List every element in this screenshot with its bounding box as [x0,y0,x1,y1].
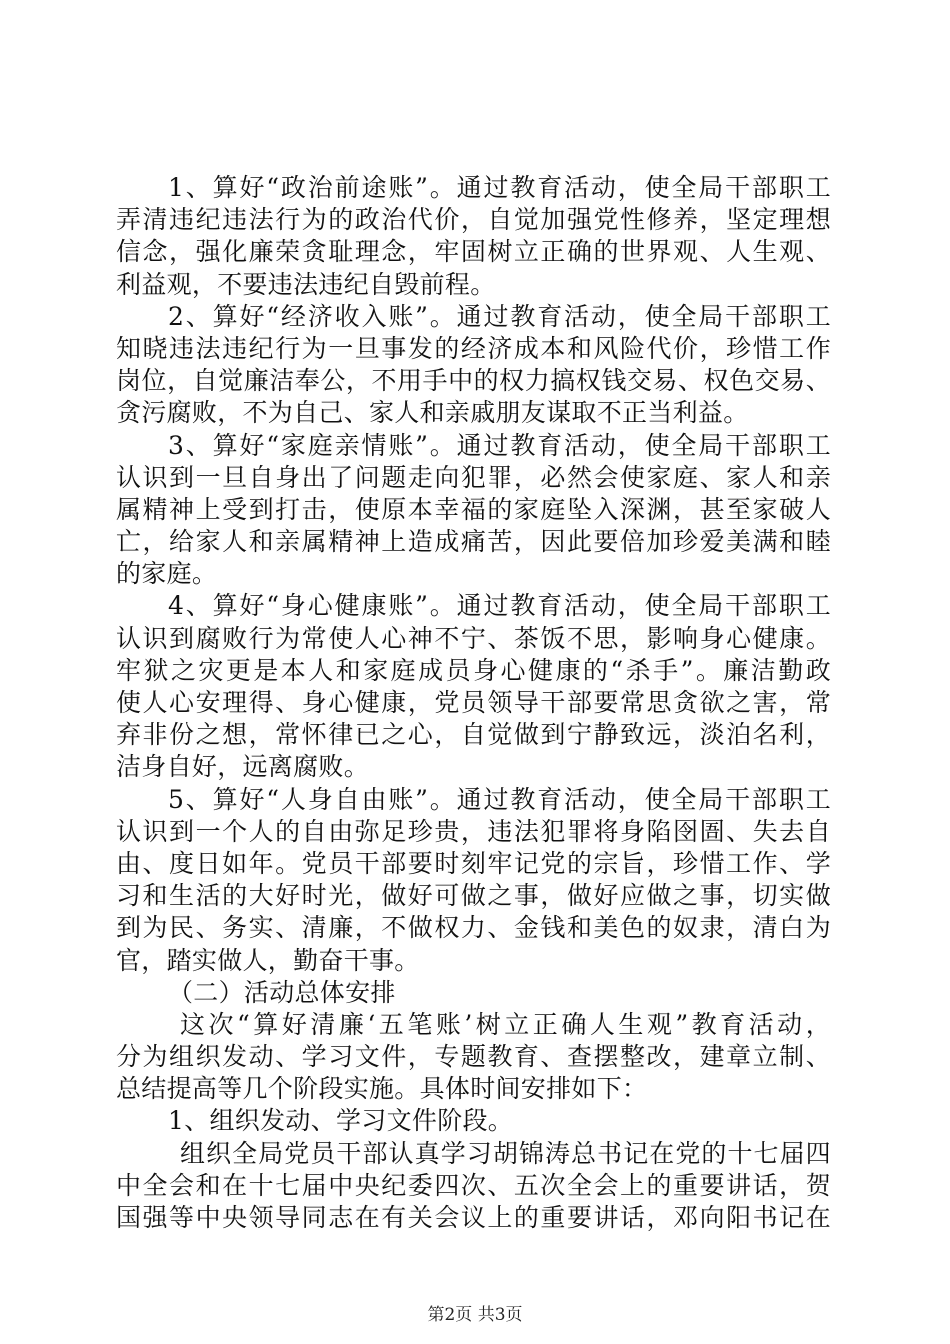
text-line: 弄清违纪违法行为的政治代价，自觉加强党性修养，坚定理想 [116,205,831,235]
text-line: 信念，强化廉荣贪耻理念，牢固树立正确的世界观、人生观、 [116,237,831,267]
page-number-label: 第2页 共3页 [427,1305,523,1325]
text-line: 总结提高等几个阶段实施。具体时间安排如下： [116,1074,648,1104]
text-line: 知晓违法违纪行为一旦事发的经济成本和风险代价，珍惜工作 [116,333,831,363]
section-heading: （二）活动总体安排 [168,977,396,1007]
text-line: 官，踏实做人，勤奋干事。 [116,945,420,975]
text-line: 牢狱之灾更是本人和家庭成员身心健康的“杀手”。廉洁勤政 [116,655,831,685]
text-line: 岗位，自觉廉洁奉公，不用手中的权力搞权钱交易、权色交易、 [116,366,831,396]
text-line: 中全会和在十七届中央纪委四次、五次全会上的重要讲话，贺 [116,1170,831,1200]
text-line: 组织全局党员干部认真学习胡锦涛总书记在党的十七届四 [180,1138,831,1168]
text-line: 洁身自好，远离腐败。 [116,752,370,782]
text-line: 习和生活的大好时光，做好可做之事，做好应做之事，切实做 [116,881,831,911]
text-line: 贪污腐败，不为自己、家人和亲戚朋友谋取不正当利益。 [116,398,749,428]
text-line: 2、算好“经济收入账”。通过教育活动，使全局干部职工 [168,301,831,331]
text-line: 由、度日如年。党员干部要时刻牢记党的宗旨，珍惜工作、学 [116,848,831,878]
text-line: 认识到腐败行为常使人心神不宁、茶饭不思，影响身心健康。 [116,623,831,653]
text-line: 国强等中央领导同志在有关会议上的重要讲话，邓向阳书记在 [116,1203,831,1232]
text-line: 到为民、务实、清廉，不做权力、金钱和美色的奴隶，清白为 [116,913,831,943]
text-line: 4、算好“身心健康账”。通过教育活动，使全局干部职工 [168,591,831,621]
document-body [116,172,831,1234]
text-line: 亡，给家人和亲属精神上造成痛苦，因此要倍加珍爱美满和睦 [116,527,831,557]
text-line: 弃非份之想，常怀律已之心，自觉做到宁静致远，淡泊名利， [116,720,831,750]
text-line: 1、算好“政治前途账”。通过教育活动，使全局干部职工 [168,173,831,202]
text-line: 利益观，不要违法违纪自毁前程。 [116,269,496,299]
text-line: 属精神上受到打击，使原本幸福的家庭坠入深渊，甚至家破人 [116,494,831,524]
text-line: 使人心安理得、身心健康，党员领导干部要常思贪欲之害，常 [116,688,831,717]
text-line: 认识到一旦自身出了问题走向犯罪，必然会使家庭、家人和亲 [116,462,831,492]
page-footer [0,1300,950,1325]
text-line: 的家庭。 [116,559,218,589]
text-line: 3、算好“家庭亲情账”。通过教育活动，使全局干部职工 [168,430,831,460]
subsection-heading: 1、组织发动、学习文件阶段。 [168,1106,514,1136]
text-line: 分为组织发动、学习文件，专题教育、查摆整改，建章立制、 [116,1042,831,1072]
text-line: 这次“算好清廉‘五笔账’树立正确人生观”教育活动， [180,1009,831,1039]
text-line: 认识到一个人的自由弥足珍贵，违法犯罪将身陷囹圄、失去自 [116,816,831,846]
text-line: 5、算好“人身自由账”。通过教育活动，使全局干部职工 [168,784,831,814]
